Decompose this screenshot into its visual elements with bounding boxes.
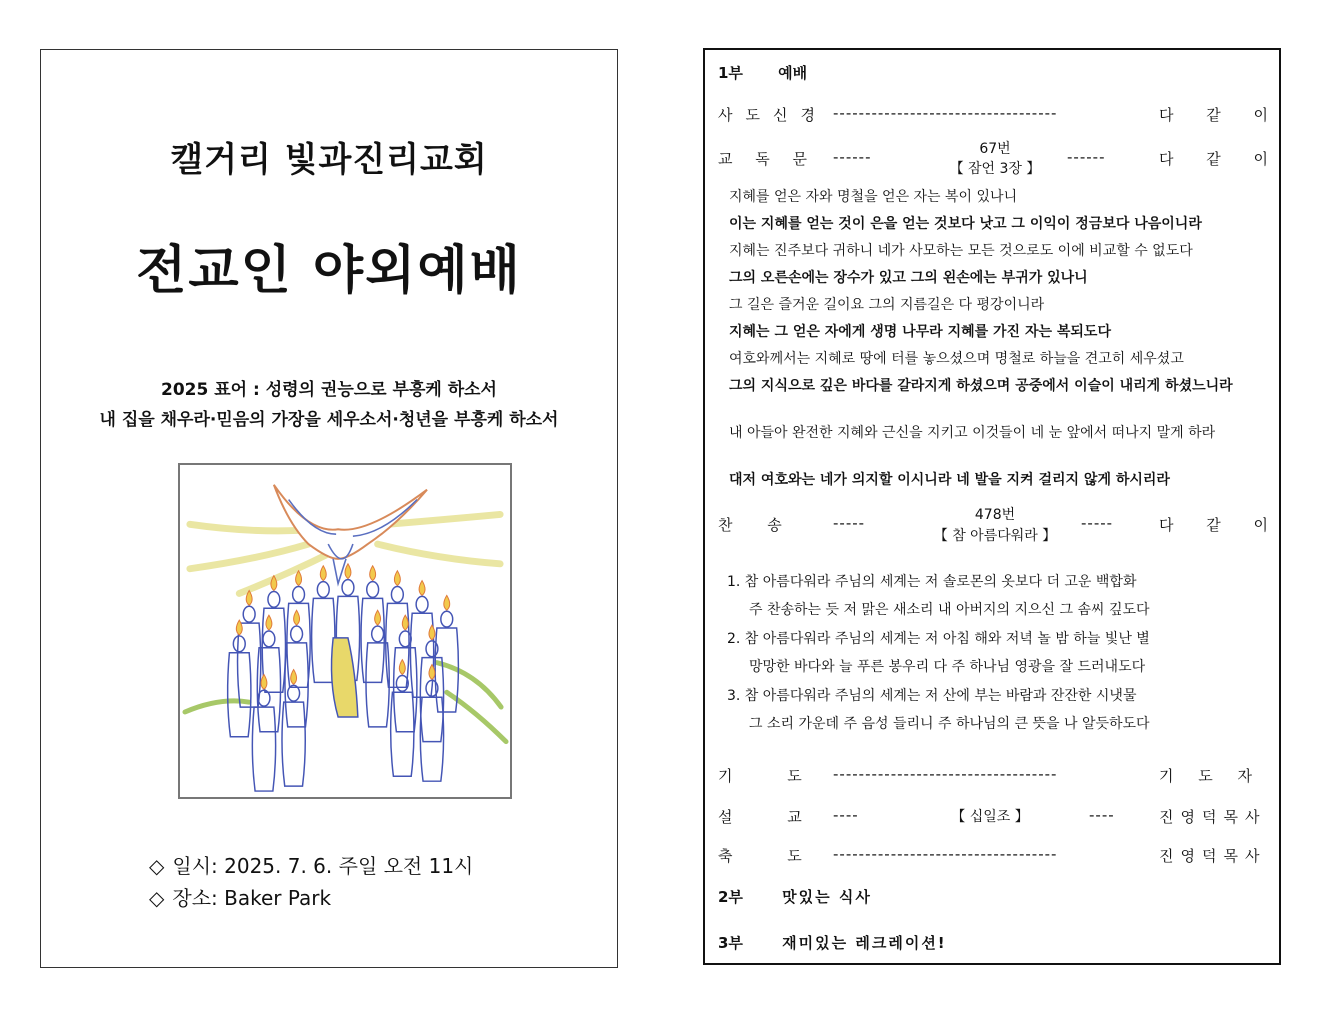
lyric-line: 1. 참 아름다워라 주님의 세계는 저 솔로몬의 옷보다 더 고운 백합화 [727, 574, 1137, 590]
lyric-line: 3. 참 아름다워라 주님의 세계는 저 산에 부는 바람과 잔잔한 시냇물 [727, 688, 1137, 704]
date-text: 일시: 2025. 7. 6. 주일 오전 11시 [172, 854, 474, 878]
responsive-who: 다 같 이 [1159, 150, 1269, 168]
sermon-who: 진영덕목사 [1159, 808, 1267, 826]
hymn-dash: ----- [833, 514, 866, 532]
blessing-dash: ----------------------------------- [833, 845, 1058, 863]
prayer-label: 기 도 [718, 767, 802, 785]
creed-dash: ----------------------------------- [833, 104, 1058, 122]
motto-line-2: 내 집을 채우라·믿음의 가장을 세우소서·청년을 부흥케 하소서 [99, 410, 559, 430]
hymn-label: 찬 송 [718, 516, 782, 534]
verse-line: 대저 여호와는 네가 의지할 이시니라 네 발을 지켜 걸리지 않게 하시리라 [729, 472, 1170, 488]
verse-line: 지혜를 얻은 자와 명철을 얻은 자는 복이 있나니 [729, 189, 1018, 205]
responsive-number: 67번 [979, 141, 1011, 157]
cover-title: 전교인 야외예배 [136, 241, 522, 301]
verse-line: 여호와께서는 지혜로 땅에 터를 놓으셨으며 명철로 하늘을 견고히 세우셨고 [729, 351, 1184, 367]
lyric-line: 망망한 바다와 늘 푸른 봉우리 다 주 하나님 영광을 잘 드러내도다 [749, 659, 1146, 675]
verse-line: 이는 지혜를 얻는 것이 은을 얻는 것보다 낫고 그 이익이 정금보다 나음이니라 [729, 216, 1202, 232]
verse-line: 그의 오른손에는 장수가 있고 그의 왼손에는 부귀가 있나니 [729, 270, 1088, 286]
responsive-dash: ------ [833, 148, 872, 166]
lyric-line: 그 소리 가운데 주 음성 들리니 주 하나님의 큰 뜻을 나 알듯하도다 [749, 716, 1150, 732]
creed-who: 다 같 이 [1159, 106, 1269, 124]
verse-line: 그 길은 즐거운 길이요 그의 지름길은 다 평강이니라 [729, 297, 1045, 313]
church-name: 캘거리 빛과진리교회 [170, 140, 488, 180]
responsive-reference: 【 잠언 3장 】 [949, 161, 1041, 177]
cover-page [40, 49, 618, 968]
hymn-number: 478번 [974, 507, 1016, 523]
lyric-line: 2. 참 아름다워라 주님의 세계는 저 아침 해와 저녁 놀 밤 하늘 빛난 별 [727, 631, 1150, 647]
sermon-dash: ---- [833, 806, 859, 824]
blessing-who: 진영덕목사 [1159, 847, 1267, 865]
blessing-label: 축 도 [718, 847, 802, 865]
sermon-dash-2: ---- [1089, 806, 1115, 824]
verse-line: 지혜는 그 얻은 자에게 생명 나무라 지혜를 가진 자는 복되도다 [729, 324, 1111, 340]
lyric-line: 주 찬송하는 듯 저 맑은 새소리 내 아버지의 지으신 그 솜씨 깊도다 [749, 602, 1150, 618]
part3-heading: 3부 재미있는 레크레이션! [718, 934, 947, 952]
part2-heading: 2부 맛있는 식사 [718, 888, 872, 906]
pentecost-illustration [178, 463, 512, 799]
prayer-dash: ----------------------------------- [833, 765, 1058, 783]
hymn-who: 다 같 이 [1159, 516, 1269, 534]
motto-line-1: 2025 표어 : 성령의 권능으로 부흥케 하소서 [161, 380, 497, 400]
order-of-service [703, 48, 1281, 965]
diamond-icon: ◇ [149, 886, 165, 910]
hymn-dash-2: ----- [1081, 514, 1114, 532]
responsive-label: 교 독 문 [718, 150, 808, 168]
diamond-icon: ◇ [149, 854, 165, 878]
verse-line: 내 아들아 완전한 지혜와 근신을 지키고 이것들이 네 눈 앞에서 떠나지 말게 하라 [729, 425, 1216, 441]
place-info [149, 882, 331, 911]
verse-line: 그의 지식으로 깊은 바다를 갈라지게 하셨으며 공중에서 이슬이 내리게 하셨느니라 [729, 378, 1233, 394]
responsive-dash-2: ------ [1067, 148, 1106, 166]
sermon-title: 【 십일조 】 [951, 809, 1029, 825]
verse-line: 지혜는 진주보다 귀하니 네가 사모하는 모든 것으로도 이에 비교할 수 없도다 [729, 243, 1193, 259]
place-text: 장소: Baker Park [172, 886, 332, 910]
date-info [149, 850, 473, 879]
sermon-label: 설 교 [718, 808, 802, 826]
hymn-title: 【 참 아름다워라 】 [933, 528, 1057, 544]
prayer-who: 기 도 자 [1159, 767, 1253, 785]
creed-label: 사도신경 [718, 106, 828, 124]
part1-heading: 1부 예배 [718, 64, 808, 82]
